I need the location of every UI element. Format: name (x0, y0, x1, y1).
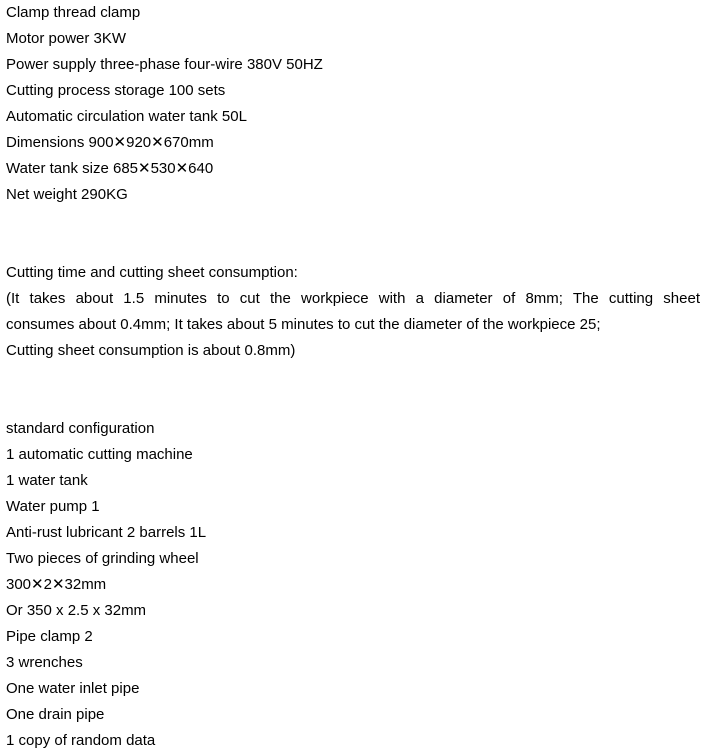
config-item: Or 350 x 2.5 x 32mm (6, 602, 147, 619)
spec-line: Cutting process storage 100 sets (6, 82, 226, 99)
spec-line: Automatic circulation water tank 50L (6, 108, 247, 125)
document-body (6, 0, 700, 754)
cutting-section (6, 260, 700, 364)
spec-line: Dimensions 900✕920✕670mm (6, 134, 214, 151)
config-item: 3 wrenches (6, 654, 83, 671)
cutting-heading: Cutting time and cutting sheet consumption: (6, 264, 298, 281)
config-item: 1 copy of random data (6, 732, 156, 749)
spec-line: Clamp thread clamp (6, 4, 141, 21)
specs-section (6, 0, 700, 208)
config-item: One water inlet pipe (6, 680, 140, 697)
config-item: Water pump 1 (6, 498, 100, 515)
spec-line: Net weight 290KG (6, 186, 128, 203)
section-spacer (6, 364, 700, 416)
cutting-text-line-2: consumes about 0.4mm; It takes about 5 minutes to cut the diameter of the workpiece 25; (6, 316, 601, 333)
config-item: Anti-rust lubricant 2 barrels 1L (6, 524, 207, 541)
spec-line: Water tank size 685✕530✕640 (6, 160, 214, 177)
section-spacer (6, 208, 700, 260)
cutting-text-line-3: Cutting sheet consumption is about 0.8mm) (6, 342, 296, 359)
spec-line: Power supply three-phase four-wire 380V 50HZ (6, 56, 323, 73)
config-item: Pipe clamp 2 (6, 628, 93, 645)
config-item: 1 water tank (6, 472, 88, 489)
cutting-text-line-1 (6, 286, 700, 312)
config-item: One drain pipe (6, 706, 105, 723)
cutting-text-line-1-text: (It takes about 1.5 minutes to cut the workpiece with a diameter of 8mm; The cutting sheet (6, 290, 700, 307)
config-item: Two pieces of grinding wheel (6, 550, 199, 567)
config-section (6, 416, 700, 754)
config-item: 300✕2✕32mm (6, 576, 107, 593)
config-item: 1 automatic cutting machine (6, 446, 193, 463)
config-heading: standard configuration (6, 420, 155, 437)
spec-line: Motor power 3KW (6, 30, 127, 47)
